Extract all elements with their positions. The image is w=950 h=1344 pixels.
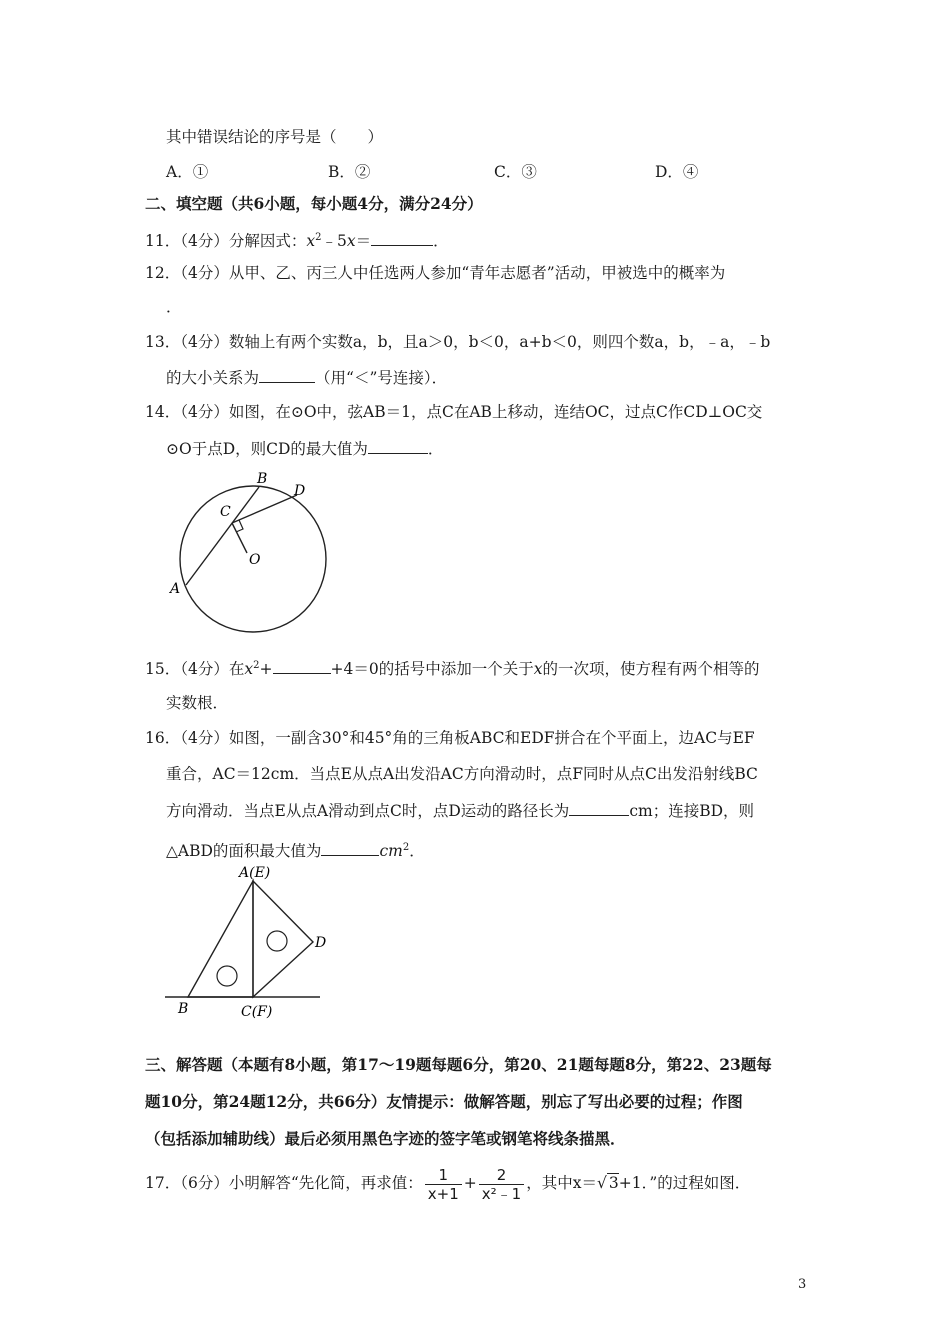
q15-var-x2: x [533, 660, 543, 679]
q13-num: 13． [145, 333, 181, 351]
q12-line1 [145, 263, 725, 283]
q17-text-a: 小明解答“先化简，再求值： [228, 1174, 423, 1192]
q13-blank[interactable] [259, 368, 315, 383]
chord-ab [186, 487, 259, 585]
q14-score: （4分） [180, 403, 229, 421]
q15-line2: 实数根． [166, 694, 229, 712]
hole-1 [217, 966, 237, 986]
section3-line1: 三、解答题（本题有8小题，第17～19题每题6分，第20、21题每题8分，第22、23题每 [145, 1055, 772, 1074]
q16-triangle-figure [160, 864, 340, 1024]
label-o: O [249, 552, 261, 568]
q13-line2 [166, 368, 447, 388]
label-d: D [294, 483, 306, 499]
q15-text-b: +4＝0的括号中添加一个关于 [330, 660, 534, 679]
q11-blank[interactable] [371, 231, 433, 246]
section3-line2: 题10分，第24题12分，共66分）友情提示：做解答题，别忘了写出必要的过程；作图 [145, 1092, 743, 1111]
q14-line2a: ⊙O于点D，则CD的最大值为 [166, 440, 368, 458]
q17-fraction-2: $\frac{2}{\text{x²﹣1}}$ [479, 1166, 524, 1203]
q17-text-b: ，其中x＝ [526, 1174, 597, 1192]
q14-num: 14． [145, 403, 181, 421]
q15-plus: + [259, 660, 273, 679]
triangle-edf [253, 881, 313, 997]
q17-score: （6分） [180, 1174, 229, 1192]
q11-expr-b: ﹣5 [321, 232, 347, 251]
q12-line2 [166, 297, 182, 317]
q14-circle-figure [160, 465, 340, 640]
section3-line3: （包括添加辅助线）最后必须用黑色字迹的签字笔或钢笔将线条描黑． [145, 1129, 626, 1148]
q16-line3b: cm；连接BD，则 [629, 802, 755, 820]
label-cf: C(F) [241, 1004, 273, 1020]
q16-line3a: 方向滑动．当点E从点A滑动到点C时，点D运动的路径长为 [166, 802, 570, 820]
label-b: B [257, 471, 268, 487]
q14-line1 [145, 402, 762, 422]
q13-text: 数轴上有两个实数a，b，且a＞0，b＜0，a+b＜0，则四个数a，b，﹣a，﹣b [228, 333, 771, 351]
q10-prompt: 其中错误结论的序号是（ ） [166, 128, 384, 146]
q15-var-x: x [244, 660, 254, 679]
label-d: D [315, 935, 327, 951]
q11-text: 分解因式： [228, 232, 307, 251]
q11 [145, 228, 449, 251]
q15-num: 15． [145, 660, 181, 679]
q17-text-c: +1．”的过程如图． [618, 1174, 751, 1192]
label-a: A [170, 581, 181, 597]
q11-var-x: x [306, 232, 316, 251]
q17-line1 [145, 1163, 750, 1203]
q16-num: 16． [145, 729, 181, 747]
page-number: 3 [798, 1277, 807, 1292]
section2-heading: 二、填空题（共6小题，每小题4分，满分24分） [145, 194, 483, 213]
q16-line2: 重合，AC＝12cm．当点E从点A出发沿AC方向滑动时，点F同时从点C出发沿射线BC [166, 765, 758, 783]
q15-line1 [145, 656, 759, 679]
q11-num: 11． [145, 232, 181, 251]
q11-end: ． [433, 232, 449, 251]
q13-line2b: （用“＜”号连接）． [315, 369, 448, 387]
q16-line1 [145, 728, 755, 748]
q10-option-c: C．③ [494, 163, 537, 181]
q12-score: （4分） [180, 264, 229, 282]
q16-line4c: ． [409, 842, 425, 861]
q16-line4a: △ABD的面积最大值为 [166, 842, 322, 861]
label-b: B [178, 1001, 189, 1017]
label-ae: A(E) [239, 865, 271, 881]
q15-score: （4分） [180, 660, 229, 679]
q13-line2a: 的大小关系为 [166, 369, 260, 387]
q16-line4 [166, 838, 425, 861]
right-angle-mark [236, 520, 243, 532]
q15-sup: 2 [253, 660, 260, 671]
segment-oc [232, 523, 247, 553]
q11-score: （4分） [180, 232, 229, 251]
q10-option-d: D．④ [655, 163, 699, 181]
q10-option-a: A．① [166, 163, 209, 181]
q13-line1 [145, 332, 770, 352]
q12-num: 12． [145, 264, 181, 282]
q17-sqrt-value: 3 [608, 1174, 619, 1192]
q14-line2b: ． [427, 440, 444, 458]
q14-text: 如图，在⊙O中，弦AB＝1，点C在AB上移动，连结OC，过点C作CD⊥OC交 [228, 403, 763, 421]
triangle-abc [188, 881, 253, 997]
q12-text: 从甲、乙、丙三人中任选两人参加“青年志愿者”活动，甲被选中的概率为 [228, 264, 726, 282]
q16-text: 如图，一副含30°和45°角的三角板ABC和EDF拼合在个平面上，边AC与EF [228, 729, 755, 747]
q11-var-x2: x [346, 232, 356, 251]
q16-score: （4分） [180, 729, 229, 747]
q14-line2 [166, 439, 443, 459]
q11-eq: ＝ [355, 232, 372, 251]
q17-fraction-1: $\frac{1}{x+1}$ [425, 1166, 462, 1203]
q14-blank[interactable] [368, 439, 428, 454]
hole-2 [267, 931, 287, 951]
q15-text-a: 在 [228, 660, 245, 679]
q17-num: 17． [145, 1174, 181, 1192]
q10-option-b: B．② [328, 163, 371, 181]
q15-blank[interactable] [273, 659, 331, 674]
q11-sup: 2 [315, 232, 322, 243]
q16-unit: cm [379, 842, 403, 861]
q17-sqrt-sign: √ [596, 1174, 607, 1192]
q16-unit-sup: 2 [402, 842, 410, 853]
q16-line3 [166, 801, 754, 821]
q12-end: ． [166, 298, 182, 316]
q17-plus: + [463, 1174, 477, 1192]
q16-blank2[interactable] [321, 841, 379, 856]
q13-score: （4分） [180, 333, 229, 351]
q16-blank1[interactable] [569, 801, 629, 816]
label-c: C [220, 504, 231, 520]
q15-text-c: 的一次项，使方程有两个相等的 [542, 660, 760, 679]
